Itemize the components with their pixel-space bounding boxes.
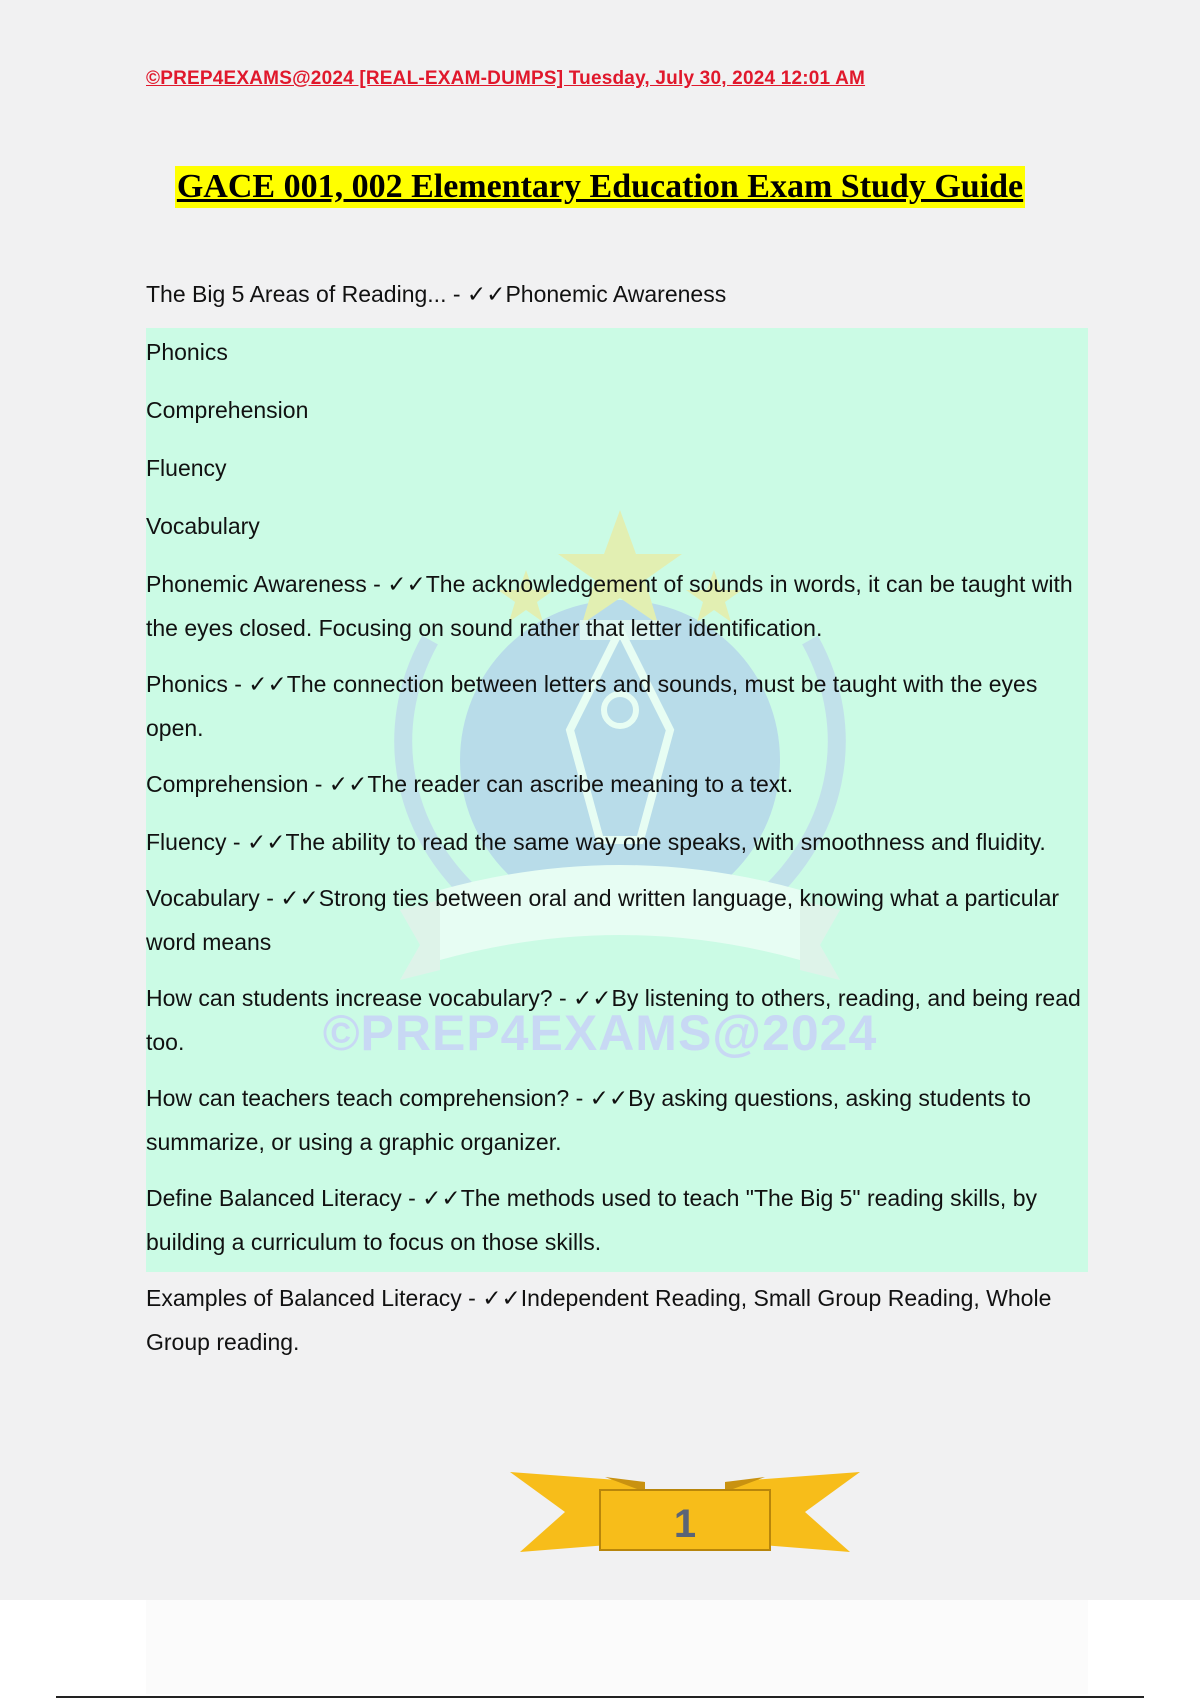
entry-phonics-def: Phonics - ✓✓The connection between letters and sounds, must be taught with the eyes open. [146,671,1038,741]
entry-vocabulary-def: Vocabulary - ✓✓Strong ties between oral and written language, knowing what a particular word means [146,885,1060,955]
entry-comprehension-def: Comprehension - ✓✓The reader can ascribe meaning to a text. [146,771,794,797]
page-divider [56,1696,1144,1698]
entry-comprehension: Comprehension [146,397,309,423]
entry-balanced-literacy-def: Define Balanced Literacy - ✓✓The methods used to teach "The Big 5" reading skills, by building a curriculum to focus on those skills. [146,1185,1037,1255]
entry-teach-comprehension: How can teachers teach comprehension? - ✓✓By asking questions, asking students to summarize, or using a graphic organizer. [146,1085,1031,1155]
study-guide-content [146,272,1096,1376]
entry-vocabulary: Vocabulary [146,513,260,539]
entry-balanced-literacy-examples: Examples of Balanced Literacy - ✓✓Independent Reading, Small Group Reading, Whole Group reading. [146,1285,1052,1355]
entry-big5: The Big 5 Areas of Reading... - ✓✓Phonemic Awareness [146,281,727,307]
page-number: 1 [673,1502,697,1546]
entry-increase-vocabulary: How can students increase vocabulary? - ✓✓By listening to others, reading, and being read too. [146,985,1081,1055]
next-page-top [146,1600,1088,1694]
watermark-text: ©PREP4EXAMS@2024 [322,1005,878,1061]
entry-fluency-def: Fluency - ✓✓The ability to read the same way one speaks, with smoothness and fluidity. [146,829,1046,855]
document-title: GACE 001, 002 Elementary Education Exam Study Guide [175,166,1025,208]
header-stamp: ©PREP4EXAMS@2024 [REAL-EXAM-DUMPS] Tuesday, July 30, 2024 12:01 AM [146,68,866,89]
title-wrapper [0,166,1200,208]
entry-phonemic-awareness-def: Phonemic Awareness - ✓✓The acknowledgement of sounds in words, it can be taught with the eyes closed. Focusing on sound rather that letter identification. [146,571,1073,641]
entry-phonics: Phonics [146,339,228,365]
entry-fluency: Fluency [146,455,227,481]
